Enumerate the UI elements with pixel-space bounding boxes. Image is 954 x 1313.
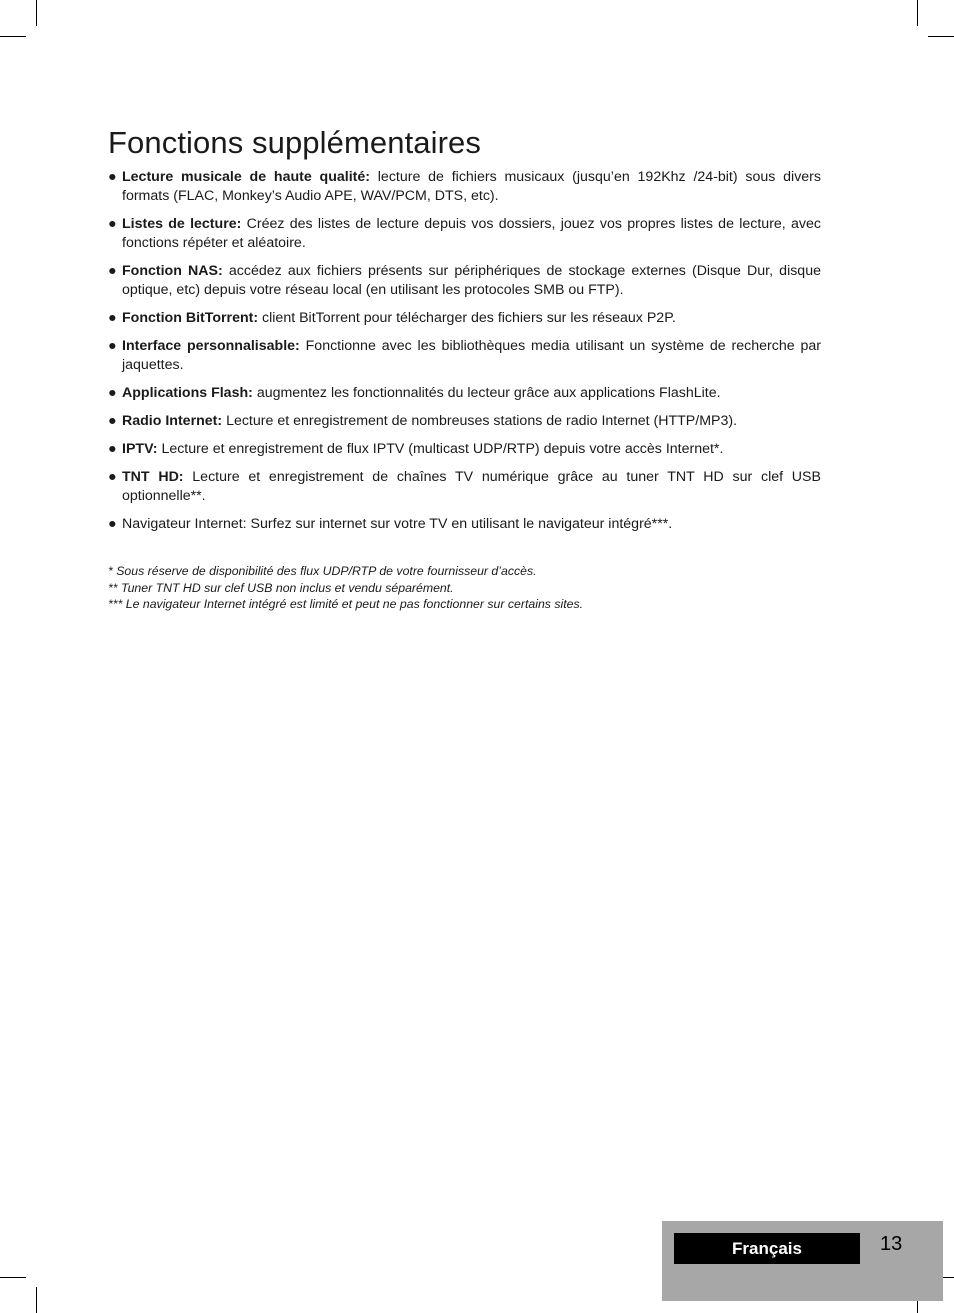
list-item — [108, 440, 821, 459]
feature-label: Fonction NAS: — [122, 263, 223, 279]
list-item — [108, 468, 821, 506]
crop-mark — [36, 0, 37, 26]
page-title: Fonctions supplémentaires — [108, 125, 481, 160]
footnote: * Sous réserve de disponibilité des flux UDP/RTP de votre fournisseur d’accès. — [108, 564, 537, 578]
feature-text: accédez aux fichiers présents sur périphériques de stockage externes (Disque Dur, disque optique, etc) depuis votre réseau local (en utilisant les protocoles SMB ou FTP). — [122, 263, 821, 298]
list-item — [108, 215, 821, 253]
feature-label: Interface personnalisable: — [122, 338, 300, 354]
feature-text: lecture de fichiers musicaux (jusqu’en 192Khz /24-bit) sous divers formats (FLAC, Monkey’s Audio APE, WAV/PCM, DTS, etc). — [122, 169, 821, 204]
feature-label: Applications Flash: — [122, 385, 253, 401]
list-item — [108, 337, 821, 375]
footnote: *** Le navigateur Internet intégré est limité et peut ne pas fonctionner sur certains sites. — [108, 597, 584, 611]
crop-mark — [36, 1287, 37, 1313]
list-item — [108, 309, 821, 328]
bullet-icon: ● — [108, 216, 117, 232]
list-item — [108, 384, 821, 403]
footnotes — [108, 563, 828, 613]
list-item — [108, 168, 821, 206]
crop-mark — [917, 0, 918, 26]
bullet-icon: ● — [108, 469, 117, 485]
crop-mark — [0, 1277, 26, 1278]
page-footer — [662, 1221, 943, 1301]
bullet-icon: ● — [108, 310, 117, 326]
bullet-icon: ● — [108, 516, 117, 532]
feature-label: IPTV: — [122, 441, 158, 457]
crop-mark — [928, 36, 954, 37]
feature-label: Listes de lecture: — [122, 216, 242, 232]
bullet-icon: ● — [108, 441, 117, 457]
bullet-icon: ● — [108, 385, 117, 401]
bullet-icon: ● — [108, 413, 117, 429]
feature-text: Créez des listes de lecture depuis vos dossiers, jouez vos propres listes de lecture, avec fonctions répéter et aléatoire. — [122, 216, 821, 251]
feature-list — [108, 168, 821, 543]
crop-mark — [0, 36, 26, 37]
feature-text: Lecture et enregistrement de chaînes TV numérique grâce au tuner TNT HD sur clef USB optionnelle**. — [122, 469, 821, 504]
list-item — [108, 412, 821, 431]
feature-text: Fonctionne avec les bibliothèques media utilisant un système de recherche par jaquettes. — [122, 338, 821, 373]
feature-text: client BitTorrent pour télécharger des fichiers sur les réseaux P2P. — [262, 310, 676, 326]
language-tab: Français — [674, 1233, 860, 1264]
feature-label: Radio Internet: — [122, 413, 223, 429]
feature-label: TNT HD: — [122, 469, 184, 485]
feature-label: Lecture musicale de haute qualité: — [122, 169, 370, 185]
feature-label: Fonction BitTorrent: — [122, 310, 259, 326]
bullet-icon: ● — [108, 169, 117, 185]
feature-text: augmentez les fonctionnalités du lecteur grâce aux applications FlashLite. — [256, 385, 721, 401]
list-item — [108, 262, 821, 300]
feature-text: Lecture et enregistrement de flux IPTV (multicast UDP/RTP) depuis votre accès Internet*. — [161, 441, 724, 457]
page-number: 13 — [880, 1233, 903, 1255]
feature-text: Lecture et enregistrement de nombreuses stations de radio Internet (HTTP/MP3). — [226, 413, 738, 429]
bullet-icon: ● — [108, 263, 117, 279]
list-item — [108, 515, 821, 534]
footnote: ** Tuner TNT HD sur clef USB non inclus et vendu séparément. — [108, 580, 454, 595]
feature-text: Navigateur Internet: Surfez sur internet sur votre TV en utilisant le navigateur intégré***. — [122, 516, 673, 532]
bullet-icon: ● — [108, 338, 117, 354]
